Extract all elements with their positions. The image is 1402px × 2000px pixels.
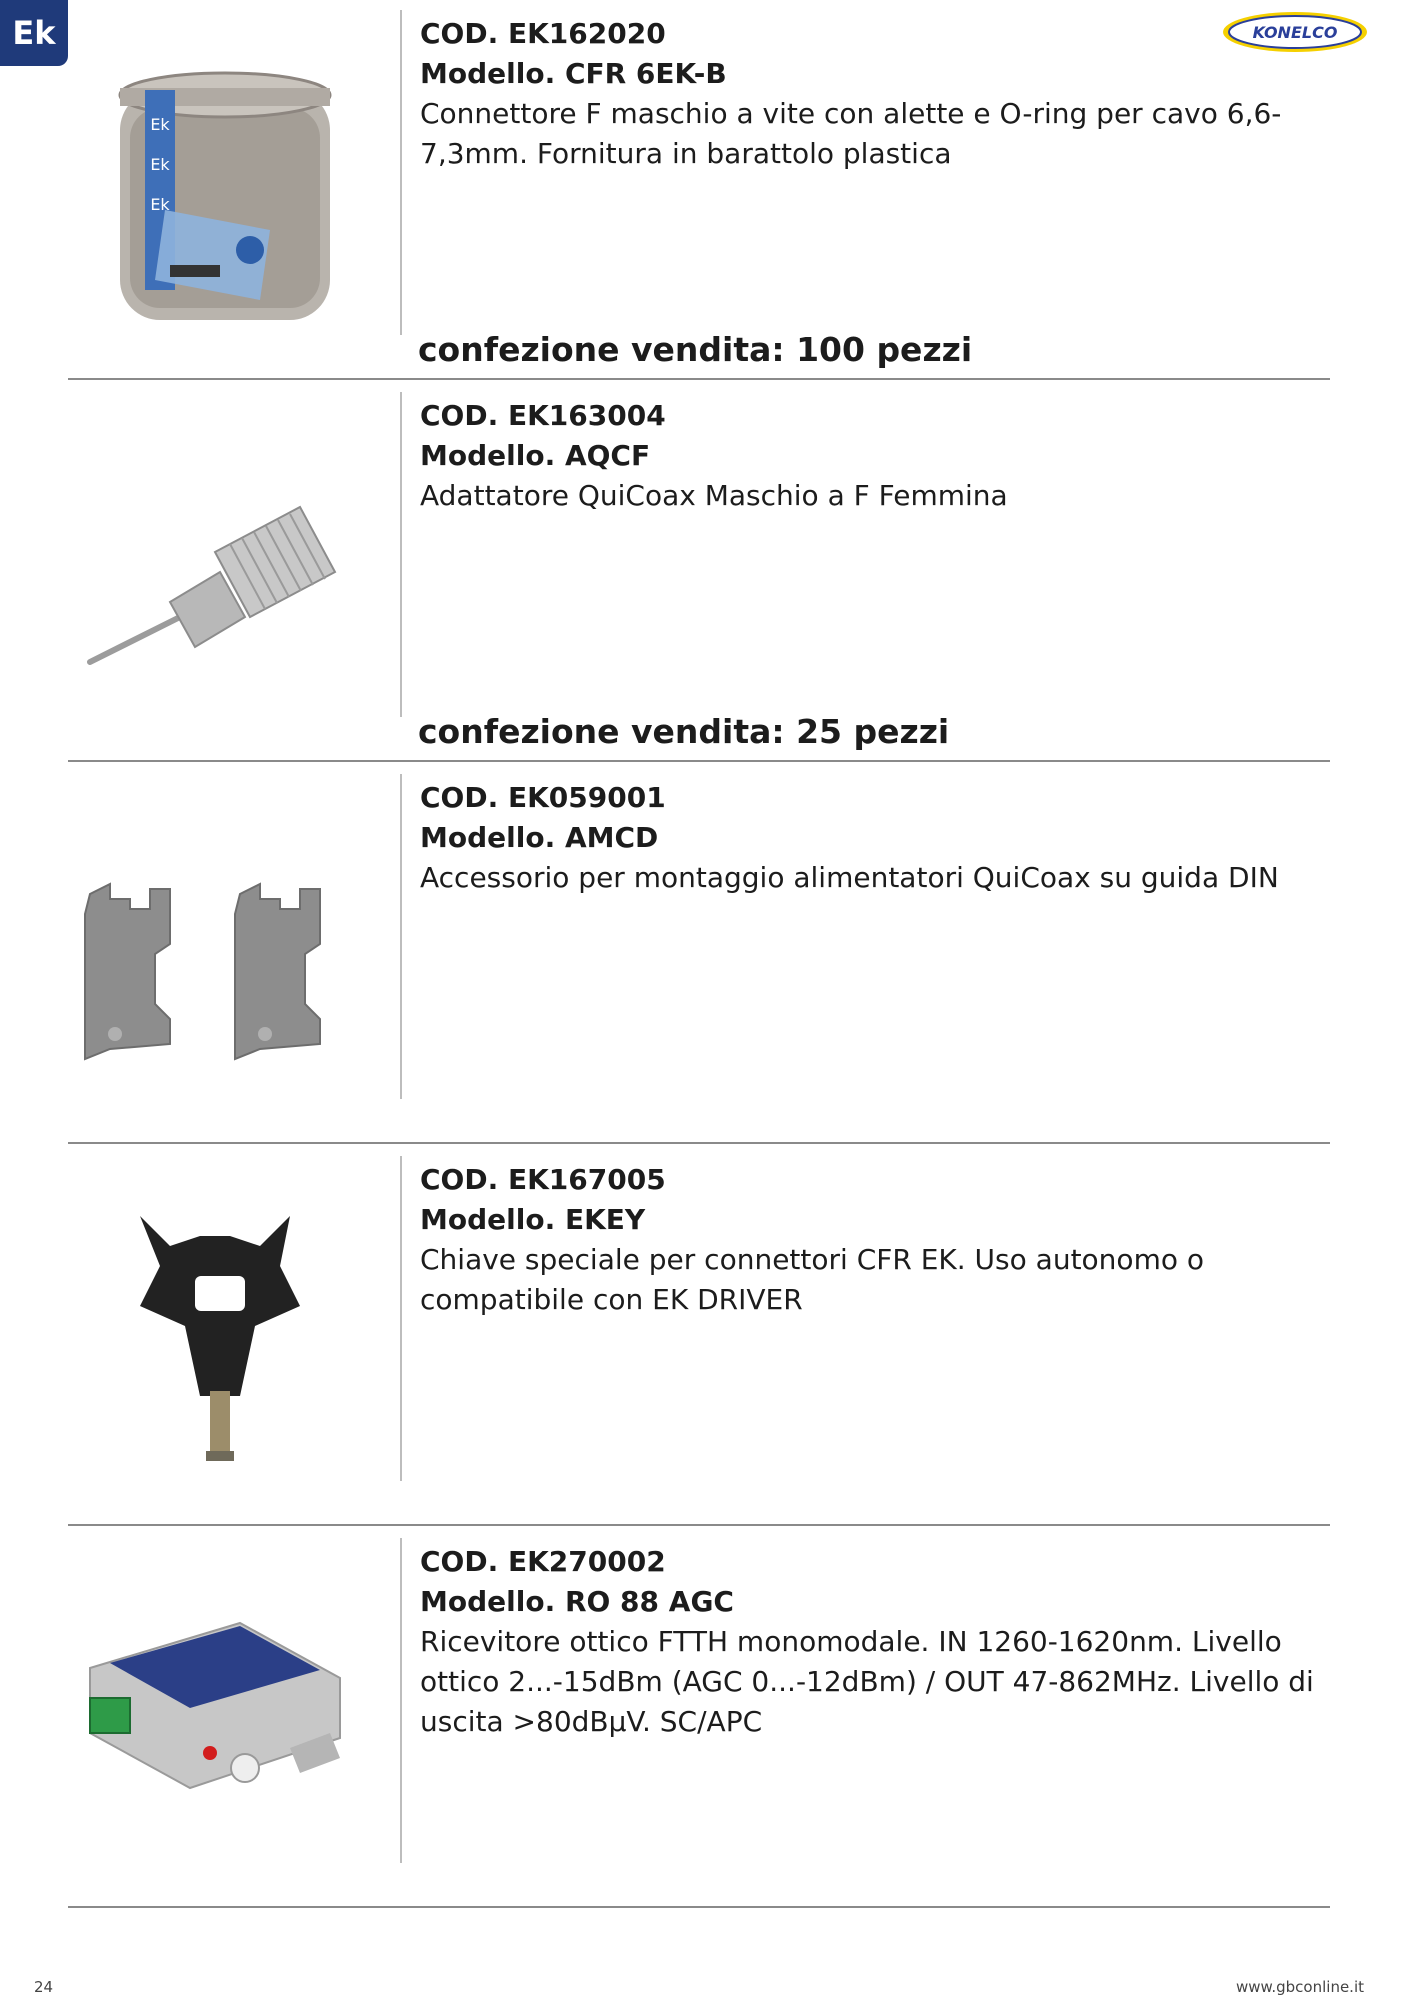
section-divider <box>68 760 1330 762</box>
product-text <box>420 1160 1350 1320</box>
product-code: COD. EK270002 <box>420 1545 666 1578</box>
column-divider <box>400 10 402 335</box>
product-model: Modello. AQCF <box>420 439 651 472</box>
adapter-image <box>70 412 370 722</box>
product-code: COD. EK059001 <box>420 781 666 814</box>
product-item <box>0 764 1402 1146</box>
product-text <box>420 14 1350 174</box>
sales-pack: confezione vendita: 100 pezzi <box>418 330 973 369</box>
product-code: COD. EK167005 <box>420 1163 666 1196</box>
optical-receiver-image <box>70 1558 370 1868</box>
ek-brand-text: Ek <box>12 14 56 52</box>
product-description: Ricevitore ottico FTTH monomodale. IN 1260-1620nm. Livello ottico 2...-15dBm (AGC 0...-12dBm) / OUT 47-862MHz. Livello di uscita >80dBμV. SC/APC <box>420 1625 1314 1738</box>
column-divider <box>400 774 402 1099</box>
jar-image <box>70 30 370 340</box>
section-divider <box>68 1524 1330 1526</box>
product-item <box>0 0 1402 382</box>
website-link[interactable]: www.gbconline.it <box>1235 1978 1364 1996</box>
page-number: 24 <box>34 1978 54 1996</box>
product-description: Accessorio per montaggio alimentatori QuiCoax su guida DIN <box>420 861 1279 894</box>
product-model: Modello. AMCD <box>420 821 659 854</box>
product-item <box>0 382 1402 764</box>
product-text <box>420 396 1350 516</box>
din-bracket-image <box>70 794 370 1104</box>
product-description: Adattatore QuiCoax Maschio a F Femmina <box>420 479 1008 512</box>
product-model: Modello. EKEY <box>420 1203 646 1236</box>
key-tool-image <box>70 1176 370 1486</box>
svg-text:Ek: Ek <box>150 155 170 174</box>
product-code: COD. EK162020 <box>420 17 666 50</box>
product-description: Chiave speciale per connettori CFR EK. Uso autonomo o compatibile con EK DRIVER <box>420 1243 1204 1316</box>
sales-pack: confezione vendita: 25 pezzi <box>418 712 950 751</box>
svg-text:Ek: Ek <box>150 115 170 134</box>
product-code: COD. EK163004 <box>420 399 666 432</box>
product-text <box>420 778 1350 898</box>
product-description: Connettore F maschio a vite con alette e O-ring per cavo 6,6-7,3mm. Fornitura in barattolo plastica <box>420 97 1282 170</box>
product-model: Modello. RO 88 AGC <box>420 1585 734 1618</box>
konelco-text: KONELCO <box>1252 23 1338 42</box>
column-divider <box>400 1156 402 1481</box>
svg-text:Ek: Ek <box>150 195 170 214</box>
section-divider <box>68 378 1330 380</box>
column-divider <box>400 392 402 717</box>
section-divider <box>68 1906 1330 1908</box>
product-item <box>0 1528 1402 1910</box>
product-text <box>420 1542 1350 1742</box>
column-divider <box>400 1538 402 1863</box>
section-divider <box>68 1142 1330 1144</box>
product-item <box>0 1146 1402 1528</box>
product-model: Modello. CFR 6EK-B <box>420 57 727 90</box>
